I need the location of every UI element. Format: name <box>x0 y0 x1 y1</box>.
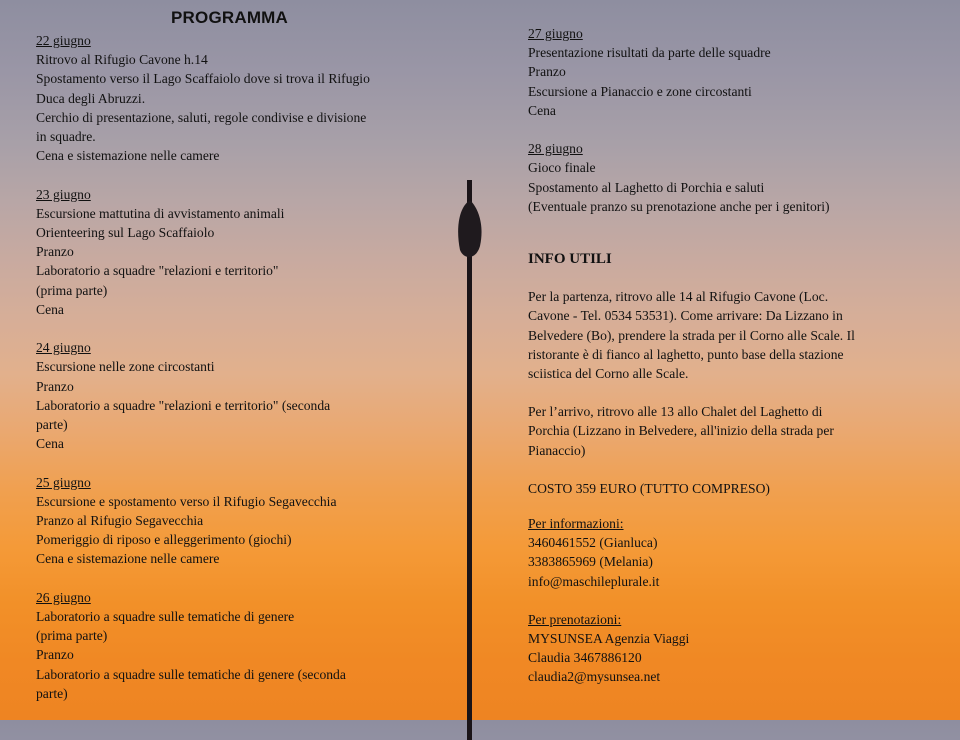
booking-info <box>528 610 948 687</box>
day-line: Laboratorio a squadre "relazioni e territorio" <box>36 263 279 279</box>
day-date: 27 giugno <box>528 26 583 41</box>
info-line: Porchia (Lizzano in Belvedere, all'inizio della strada per <box>528 423 834 439</box>
day-line: Cena <box>36 301 64 317</box>
contacts-info <box>528 514 948 591</box>
booking-phone: Claudia 3467886120 <box>528 650 642 666</box>
info-line: Belvedere (Bo), prendere la strada per il Corno alle Scale. Il <box>528 327 855 343</box>
departure-info <box>528 287 948 383</box>
day-line: Escursione a Pianaccio e zone circostanti <box>528 83 752 99</box>
day-line: Pranzo <box>36 244 74 260</box>
day-line: Pomeriggio di riposo e alleggerimento (giochi) <box>36 532 292 548</box>
booking-agency: MYSUNSEA Agenzia Viaggi <box>528 631 690 647</box>
day-block <box>36 588 456 703</box>
day-line: Pranzo <box>36 647 74 663</box>
day-date: 22 giugno <box>36 33 91 48</box>
day-line: (prima parte) <box>36 628 108 644</box>
day-line: Gioco finale <box>528 160 596 176</box>
contact-email[interactable]: info@maschileplurale.it <box>528 573 660 589</box>
info-line: Cavone - Tel. 0534 53531). Come arrivare: Da Lizzano in <box>528 308 843 324</box>
booking-label: Per prenotazioni: <box>528 611 622 627</box>
info-line: sciistica del Corno alle Scale. <box>528 366 689 382</box>
day-date: 24 giugno <box>36 340 91 356</box>
day-block <box>36 185 456 319</box>
day-line: parte) <box>36 685 68 701</box>
day-date: 28 giugno <box>528 141 583 157</box>
day-line: Escursione mattutina di avvistamento animali <box>36 205 285 221</box>
day-line: Cerchio di presentazione, saluti, regole condivise e divisione <box>36 109 367 125</box>
day-line: Laboratorio a squadre sulle tematiche di genere (seconda <box>36 666 346 682</box>
day-line: Escursione e spostamento verso il Rifugio Segavecchia <box>36 493 337 509</box>
info-line: Per l’arrivo, ritrovo alle 13 allo Chalet del Laghetto di <box>528 404 823 420</box>
arrival-info <box>528 402 948 460</box>
day-line: (Eventuale pranzo su prenotazione anche per i genitori) <box>528 198 830 214</box>
day-line: Cena e sistemazione nelle camere <box>36 148 220 164</box>
day-date: 25 giugno <box>36 474 91 490</box>
day-block <box>36 31 456 165</box>
day-block <box>528 139 948 216</box>
info-line: ristorante è di fianco al laghetto, punto base della stazione <box>528 346 844 362</box>
day-line: Pranzo al Rifugio Segavecchia <box>36 513 204 529</box>
day-line: Laboratorio a squadre "relazioni e territorio" (seconda <box>36 397 331 413</box>
contact-phone: 3383865969 (Melania) <box>528 554 653 570</box>
day-line: Cena e sistemazione nelle camere <box>36 551 220 567</box>
day-line: in squadre. <box>36 129 96 145</box>
day-line: Ritrovo al Rifugio Cavone h.14 <box>36 52 208 68</box>
day-line: Pranzo <box>36 378 74 394</box>
day-line: Pranzo <box>528 64 566 80</box>
day-line: Spostamento verso il Lago Scaffaiolo dove si trova il Rifugio <box>36 71 370 87</box>
info-line: Per la partenza, ritrovo alle 14 al Rifugio Cavone (Loc. <box>528 289 829 305</box>
cost-line: COSTO 359 EURO (TUTTO COMPRESO) <box>528 480 770 496</box>
day-date: 23 giugno <box>36 186 91 202</box>
day-block <box>36 338 456 453</box>
day-line: Duca degli Abruzzi. <box>36 90 146 106</box>
page-title: PROGRAMMA <box>171 8 289 27</box>
day-block <box>36 473 456 569</box>
day-line: Orienteering sul Lago Scaffaiolo <box>36 225 215 241</box>
day-line: (prima parte) <box>36 282 108 298</box>
day-line: Escursione nelle zone circostanti <box>36 359 215 375</box>
flagpole-silhouette <box>467 180 473 740</box>
contacts-label: Per informazioni: <box>528 516 624 532</box>
day-line: Cena <box>528 102 556 118</box>
contact-phone: 3460461552 (Gianluca) <box>528 535 658 551</box>
day-line: parte) <box>36 417 68 433</box>
info-line: Pianaccio) <box>528 442 586 458</box>
day-line: Spostamento al Laghetto di Porchia e saluti <box>528 179 765 195</box>
day-line: Presentazione risultati da parte delle squadre <box>528 45 771 61</box>
day-date: 26 giugno <box>36 589 91 605</box>
day-block <box>528 24 948 120</box>
day-line: Laboratorio a squadre sulle tematiche di genere <box>36 609 295 625</box>
booking-email[interactable]: claudia2@mysunsea.net <box>528 669 661 685</box>
program-right-column <box>528 24 948 706</box>
program-left-column <box>36 31 456 722</box>
day-line: Cena <box>36 436 64 452</box>
info-title: INFO UTILI <box>528 251 612 268</box>
